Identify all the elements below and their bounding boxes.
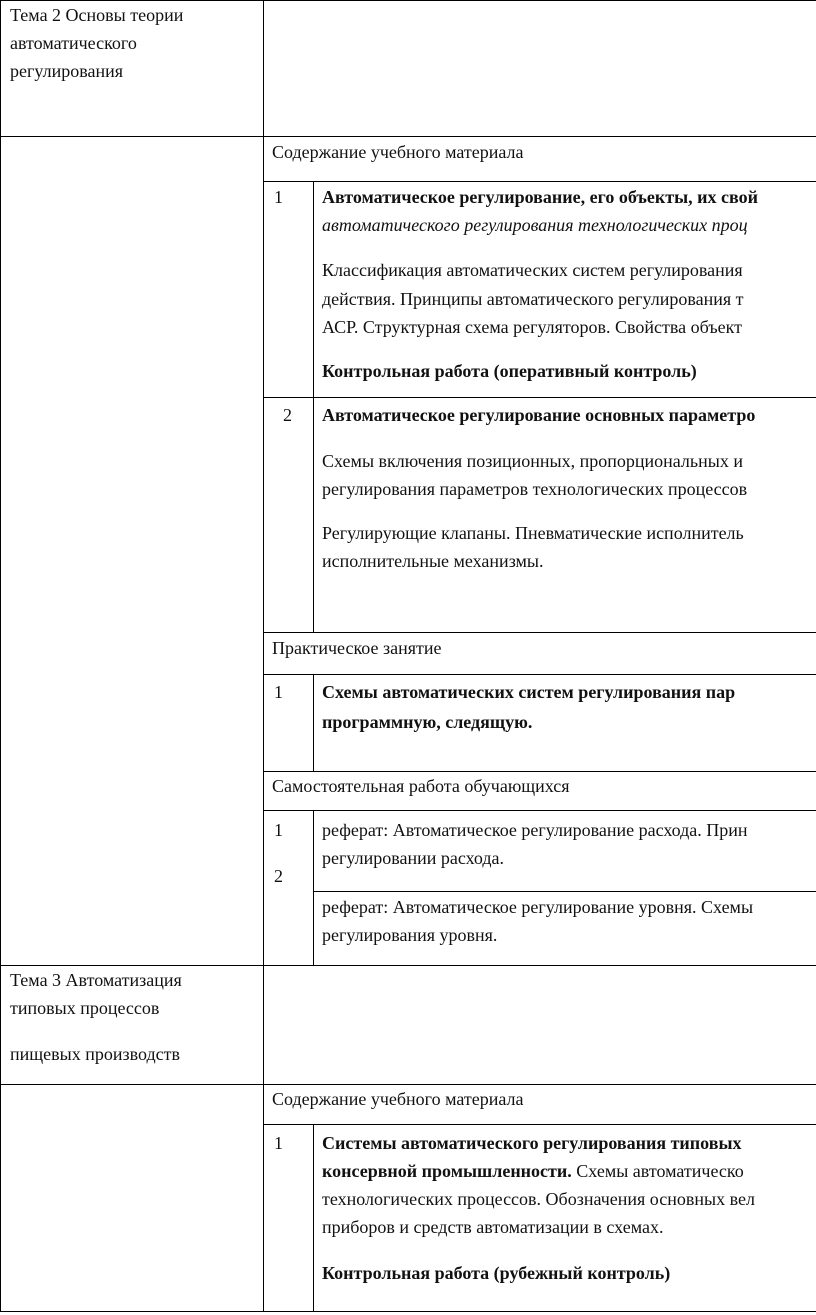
item-title-rest: Схемы автоматическо	[571, 1161, 744, 1181]
item-number: 2	[274, 866, 283, 886]
item-title	[322, 1156, 744, 1186]
item-title-bold: Системы автоматического регулирования типовых	[322, 1133, 742, 1153]
item-title	[322, 400, 755, 430]
item-number: 1	[274, 187, 283, 207]
row-divider	[263, 1124, 816, 1125]
item-body-line: приборов и средств автоматизации в схемах.	[322, 1217, 664, 1237]
item-title-bold: Схемы автоматических систем регулирования пар	[322, 682, 736, 702]
item-body-line: АСР. Структурная схема регуляторов. Свойства объект	[322, 317, 743, 337]
section-heading: Самостоятельная работа обучающихся	[272, 776, 570, 796]
topic-title-line: Тема 2 Основы теории	[10, 5, 184, 25]
item-body-line: регулировании расхода.	[322, 848, 505, 868]
column-divider	[313, 181, 314, 397]
row-divider	[263, 674, 816, 675]
item-body-line: исполнительные механизмы.	[322, 551, 544, 571]
item-body-line: Схемы включения позиционных, пропорциональных и	[322, 451, 743, 471]
table-border-bottom	[0, 1311, 816, 1312]
control-work-bold: Контрольная работа (оперативный контроль)	[322, 361, 697, 381]
item-number: 1	[274, 682, 283, 702]
column-divider	[313, 397, 314, 632]
topic-title-line: автоматического	[10, 33, 137, 53]
item-body-line: регулирования параметров технологических процессов	[322, 479, 748, 499]
section-heading: Содержание учебного материала	[272, 142, 524, 162]
column-divider	[313, 810, 314, 965]
item-title-bold: Автоматическое регулирование основных параметро	[322, 405, 756, 425]
item-body-line: реферат: Автоматическое регулирование уровня. Схемы	[322, 897, 754, 917]
item-body-line: реферат: Автоматическое регулирование расхода. Прин	[322, 820, 748, 840]
item-body-line: технологических процессов. Обозначения основных вел	[322, 1189, 755, 1209]
item-body-line: Классификация автоматических систем регулирования	[322, 260, 743, 280]
item-title-bold: консервной промышленности.	[322, 1161, 572, 1181]
item-title	[322, 182, 758, 212]
item-title-bold: программную, следящую.	[322, 712, 533, 732]
topic-title-line: Тема 3 Автоматизация	[10, 970, 182, 990]
item-number: 1	[274, 820, 283, 840]
row-divider	[263, 810, 816, 811]
item-body-line: регулирования уровня.	[322, 925, 498, 945]
item-body-line: действия. Принципы автоматического регулирования т	[322, 289, 744, 309]
item-title-bold: Автоматическое регулирование, его объекты, их свой	[322, 187, 758, 207]
column-divider	[313, 1124, 314, 1312]
item-title	[322, 707, 532, 737]
section-heading: Практическое занятие	[272, 638, 442, 658]
item-body-line: Регулирующие клапаны. Пневматические исполнитель	[322, 523, 744, 543]
table-border-left	[0, 0, 1, 1312]
column-divider	[263, 0, 264, 1312]
item-title	[322, 1128, 742, 1158]
control-work	[322, 1258, 670, 1288]
item-title	[322, 677, 735, 707]
topic-title-line: пищевых производств	[10, 1044, 180, 1064]
item-number: 2	[283, 405, 292, 425]
row-divider	[263, 397, 816, 398]
control-work	[322, 356, 697, 386]
item-number: 1	[274, 1133, 283, 1153]
column-divider	[313, 674, 314, 771]
section-heading: Содержание учебного материала	[272, 1089, 524, 1109]
item-subtitle-italic: автоматического регулирования технологических проц	[322, 215, 748, 235]
item-subtitle	[322, 210, 748, 240]
control-work-bold: Контрольная работа (рубежный контроль)	[322, 1263, 671, 1283]
topic-title-line: регулирования	[10, 61, 123, 81]
topic-title-line: типовых процессов	[10, 998, 160, 1018]
